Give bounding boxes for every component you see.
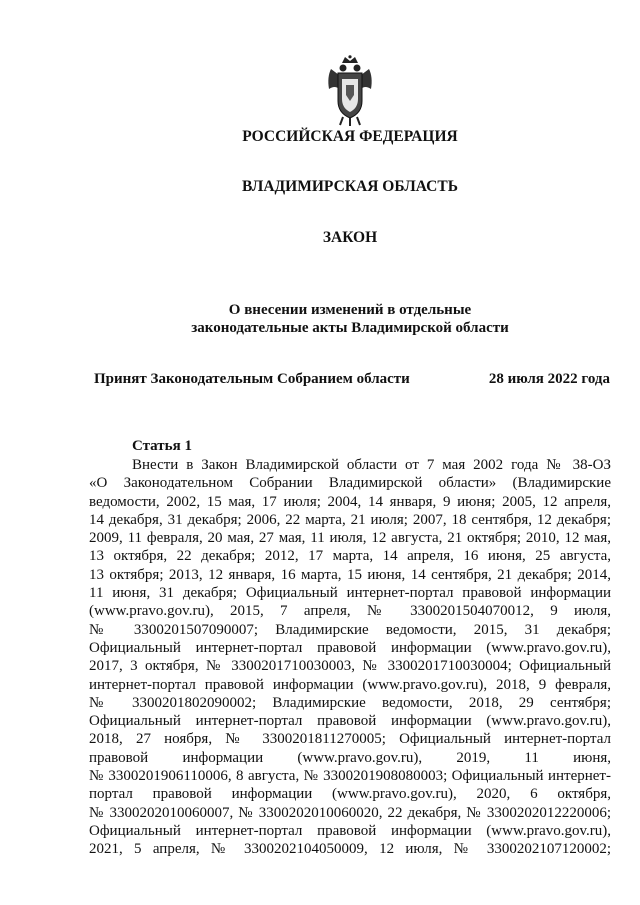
- article-text-line: 11 июня, 31 декабря; Официальный интернет-портал правовой информации: [89, 585, 611, 602]
- article-body: [89, 456, 611, 859]
- article-text-line: (www.pravo.gov.ru), 2015, 7 апреля, № 3300201504070012, 9 июля,: [89, 603, 611, 620]
- adoption-date: 28 июля 2022 года: [488, 371, 610, 387]
- article-text-line: № 3300201802090002; Владимирские ведомости, 2018, 29 сентября;: [89, 694, 611, 711]
- article-text-line: 2018, 27 ноября, № 3300201811270005; Официальный интернет-портал: [89, 731, 611, 748]
- article-text-line: ведомости, 2002, 15 мая, 17 июля; 2004, 14 января, 9 июня; 2005, 12 апреля,: [89, 493, 611, 510]
- article-text-line: правовой информации (www.pravo.gov.ru), 2019, 11 июня,: [89, 749, 611, 766]
- article-text-line: «О Законодательном Собрании Владимирской области» (Владимирские: [89, 475, 611, 492]
- article-text-line: интернет-портал правовой информации (www.pravo.gov.ru), 2018, 9 февраля,: [89, 676, 611, 693]
- article-text-line: № 3300201906110006, 8 августа, № 3300201908080003; Официальный интернет-: [89, 768, 611, 785]
- article-text-line: Официальный интернет-портал правовой информации (www.pravo.gov.ru),: [89, 822, 611, 839]
- article-text-line: 2021, 5 апреля, № 3300202104050009, 12 июля, № 3300202107120002;: [89, 841, 611, 858]
- law-subject-line-1: О внесении изменений в отдельные: [228, 302, 472, 318]
- article-text-line: Внести в Закон Владимирской области от 7 мая 2002 года № 38-ОЗ: [132, 457, 611, 473]
- article-text-line: 2009, 11 февраля, 20 мая, 27 мая, 11 июля, 12 августа, 21 октября; 2010, 12 мая,: [89, 530, 611, 547]
- article-text-line: № 3300201507090007; Владимирские ведомости, 2015, 31 декабря;: [89, 621, 611, 638]
- article-text-line: 2017, 3 октября, № 3300201710030003, № 3300201710030004; Официальный: [89, 658, 611, 675]
- article-text-line: портал правовой информации (www.pravo.gov.ru), 2020, 6 октября,: [89, 786, 611, 803]
- article-text-line: Официальный интернет-портал правовой информации (www.pravo.gov.ru),: [89, 639, 611, 656]
- law-subject: [30, 301, 640, 337]
- region-heading: ВЛАДИМИРСКАЯ ОБЛАСТЬ: [242, 178, 458, 195]
- law-subject-line-2: законодательные акты Владимирской области: [191, 320, 509, 336]
- document-type-heading: ЗАКОН: [322, 229, 378, 246]
- article-text-line: 14 декабря, 31 декабря; 2006, 22 марта, 21 июля; 2007, 18 сентября, 12 декабря;: [89, 511, 611, 528]
- adoption-line: [94, 371, 610, 388]
- article-text-line: 13 октября, 22 декабря; 2012, 17 марта, 14 апреля, 16 июня, 25 августа,: [89, 548, 611, 565]
- coat-of-arms-icon: [325, 55, 375, 127]
- country-heading: РОССИЙСКАЯ ФЕДЕРАЦИЯ: [242, 128, 458, 145]
- article-text-line: № 3300202010060007, № 3300202010060020, 22 декабря, № 3300202012220006;: [89, 804, 611, 821]
- article-title: Статья 1: [132, 438, 192, 454]
- article-text-line: Официальный интернет-портал правовой информации (www.pravo.gov.ru),: [89, 713, 611, 730]
- adopted-by: Принят Законодательным Собранием области: [94, 371, 410, 387]
- article-text-line: 13 октября; 2013, 12 января, 16 марта, 15 июня, 14 сентября, 21 декабря; 2014,: [89, 566, 611, 583]
